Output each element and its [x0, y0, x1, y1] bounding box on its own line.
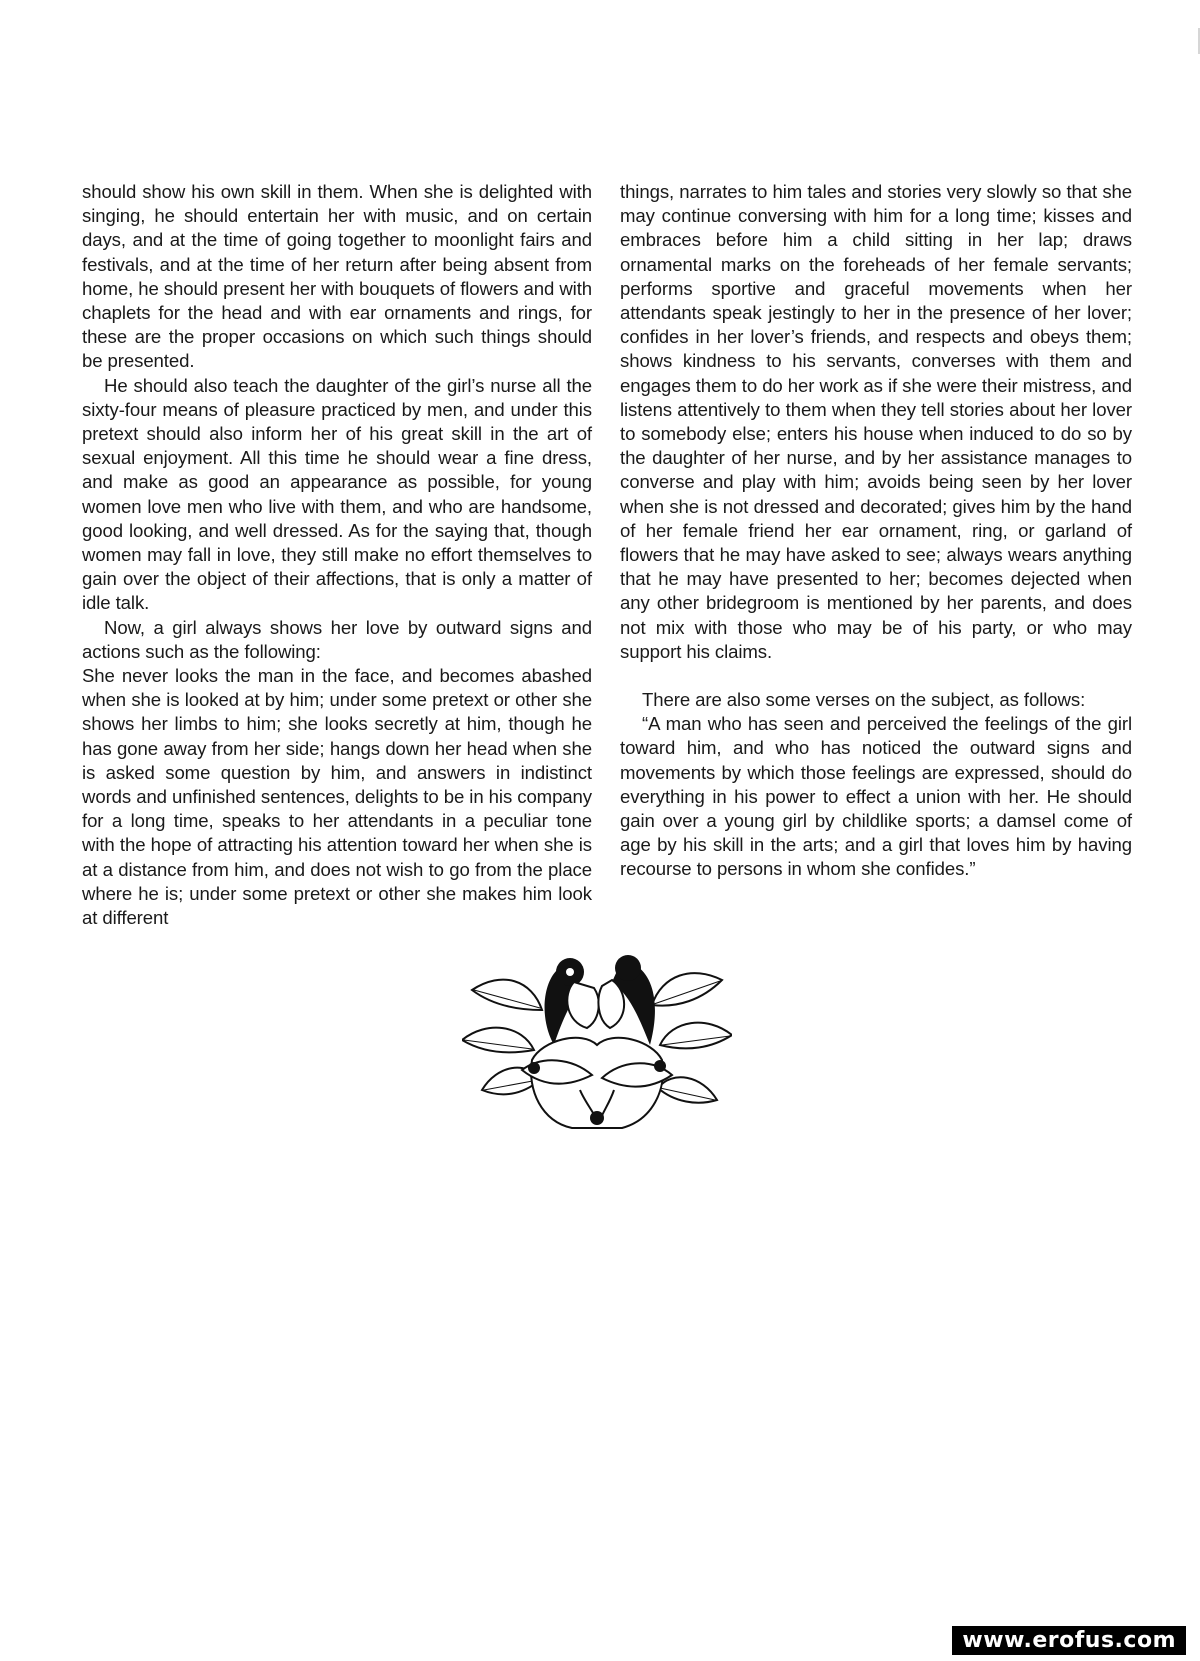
- left-text-column: [82, 180, 592, 930]
- paragraph: Now, a girl always shows her love by outward signs and actions such as the following:: [82, 616, 592, 662]
- embracing-figures-illustration: [462, 950, 732, 1132]
- paragraph: things, narrates to him tales and stories very slowly so that she may continue conversing with him for a long time; kisses and embraces before him a child sitting in her lap; draws ornamental marks on the foreheads of her female servants; performs sportive and graceful movements when her attendants speak jestingly to her in the presence of her lover; confides in her lover’s friends, and respects and obeys them; shows kindness to his servants, converses with them and engages them to do her work as if she were their mistress, and listens attentively to them when they tell stories about her lover to somebody else; enters his house when induced to do so by the daughter of her nurse, and by her assistance manages to converse and play with him; avoids being seen by her lover when she is not dressed and decorated; gives him by the hand of her female friend her ear ornament, ring, or garland of flowers that he may have asked to see; always wears anything that he may have presented to her; becomes dejected when any other bridegroom is mentioned by her parents, and does not mix with those who may be of his party, or who may support his claims.: [620, 181, 1132, 662]
- paragraph-gap: [620, 664, 1132, 688]
- paragraph: He should also teach the daughter of the girl’s nurse all the sixty-four means of pleasure practiced by men, and under this pretext should also inform her of his great skill in the art of sexual enjoyment. All this time he should wear a fine dress, and make as good an appearance as possible, for young women love men who live with them, and who are handsome, good looking, and well dressed. As for the saying that, though women may fall in love, they still make no effort themselves to gain over the object of their affections, that is only a matter of idle talk.: [82, 374, 592, 614]
- paragraph: There are also some verses on the subject, as follows:: [642, 689, 1086, 711]
- paragraph: She never looks the man in the face, and becomes abashed when she is looked at by him; under some pretext or other she shows her limbs to him; she looks secretly at him, though he has gone away from her side; hangs down her head when she is asked some question by him, and answers in indistinct words and unfinished sentences, delights to be in his company for a long time, speaks to her attendants in a peculiar tone with the hope of attracting his attention toward her when she is at a distance from him, and does not wish to go from the place where he is; under some pretext or other she makes him look at different: [82, 665, 592, 929]
- site-watermark: www.erofus.com: [952, 1626, 1186, 1655]
- right-text-column: [620, 180, 1132, 882]
- paragraph: should show his own skill in them. When she is delighted with singing, he should entertain her with music, and on certain days, and at the time of going together to moonlight fairs and festivals, and at the time of her return after being absent from home, he should present her with bouquets of flowers and with chaplets for the head and with ear ornaments and rings, for these are the proper occasions on which such things should be presented.: [82, 181, 592, 372]
- verse-quote: “A man who has seen and perceived the feelings of the girl toward him, and who has noticed the outward signs and movements by which those feelings are expressed, should do everything in his power to effect a union with her. He should gain over a young girl by childlike sports; a damsel come of age by his skill in the arts; and a girl that loves him by having recourse to persons in whom she confides.”: [620, 713, 1132, 880]
